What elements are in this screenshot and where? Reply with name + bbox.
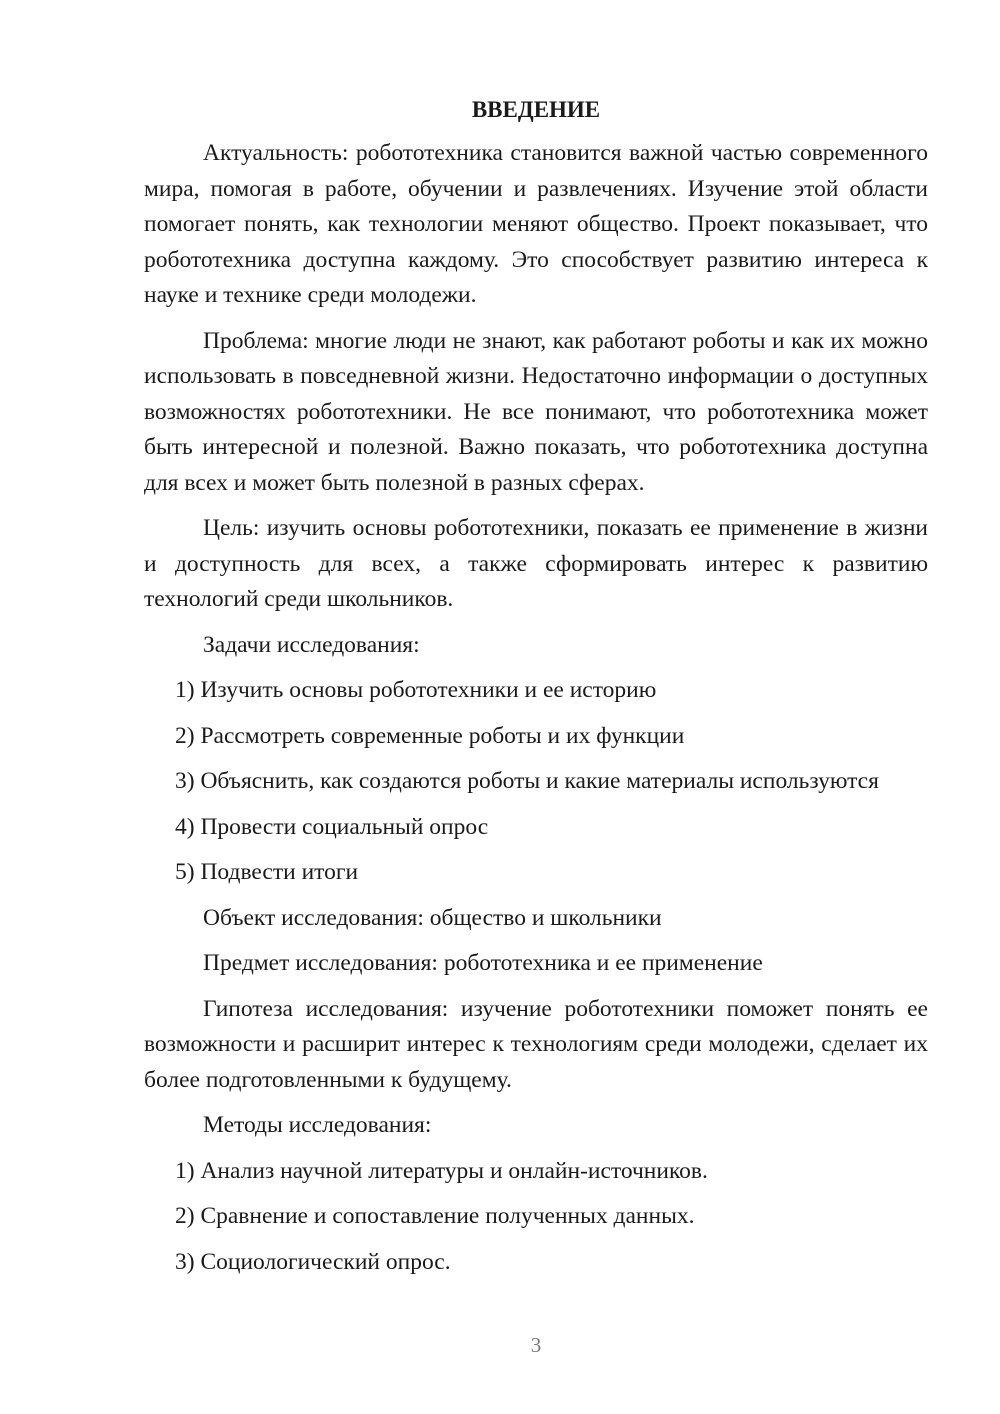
method-item: 1) Анализ научной литературы и онлайн-источников.: [175, 1157, 708, 1184]
relevance-paragraph: Актуальность: робототехника становится важной частью современного мира, помогая в работе, обучении и развлечениях. Изучение этой области помогает понять, как технологии меняют общество. Проект показывает, что робототехника доступна каждому. Это способствует развитию интереса к науке и технике среди молодежи.: [144, 140, 928, 308]
section-title: ВВЕДЕНИЕ: [471, 97, 601, 122]
research-subject: Предмет исследования: робототехника и ее применение: [203, 950, 763, 976]
task-item: 1) Изучить основы робототехники и ее историю: [175, 677, 657, 703]
page-number: 3: [530, 1333, 542, 1357]
method-item: 2) Сравнение и сопоставление полученных данных.: [175, 1203, 695, 1229]
goal-paragraph: Цель: изучить основы робототехники, показать ее применение в жизни и доступность для всех, а также сформировать интерес к развитию технологий среди школьников.: [144, 515, 928, 612]
document-body: [144, 92, 928, 1290]
task-item: 4) Провести социальный опрос: [175, 813, 489, 840]
task-item: 3) Объяснить, как создаются роботы и какие материалы используются: [175, 768, 879, 794]
hypothesis-paragraph: Гипотеза исследования: изучение робототехники поможет понять ее возможности и расширит интерес к технологиям среди молодежи, сделает их более подготовленными к будущему.: [144, 995, 928, 1093]
methods-heading: Методы исследования:: [203, 1112, 432, 1138]
task-item: 2) Рассмотреть современные роботы и их функции: [175, 722, 685, 749]
problem-paragraph: Проблема: многие люди не знают, как работают роботы и как их можно использовать в повседневной жизни. Недостаточно информации о доступных возможностях робототехники. Не все понимают, что робототехника может быть интересной и полезной. Важно показать, что робототехника доступна для всех и может быть полезной в разных сферах.: [144, 327, 928, 496]
task-item: 5) Подвести итоги: [175, 859, 359, 885]
research-object: Объект исследования: общество и школьники: [203, 904, 662, 931]
tasks-heading: Задачи исследования:: [203, 631, 420, 658]
method-item: 3) Социологический опрос.: [175, 1248, 451, 1275]
